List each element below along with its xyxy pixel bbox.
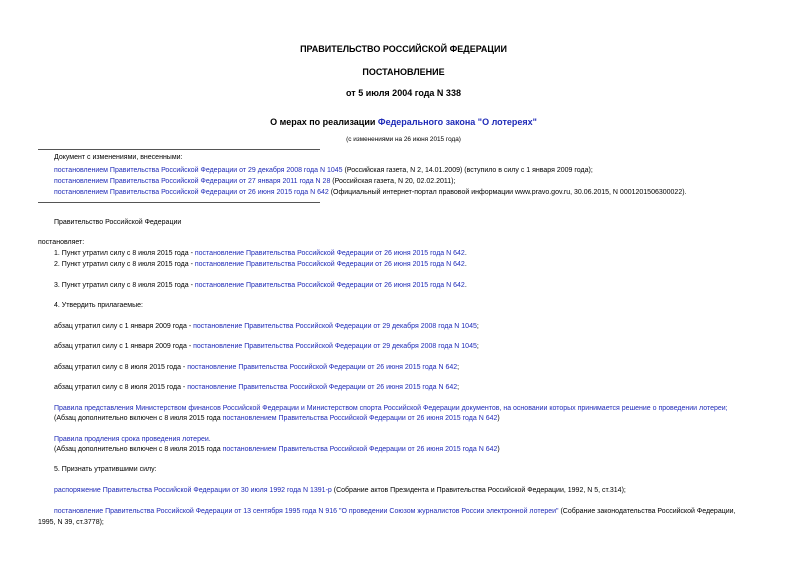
amendment-link[interactable]: постановлением Правительства Российской Федерации от 26 июня 2015 года N 642 [222, 446, 498, 453]
paragraph-5: 5. Признать утратившими силу: [54, 466, 157, 473]
repealed-decree-link[interactable]: постановление Правительства Российской Федерации от 13 сентября 1995 года N 916 "О проведении Союзом журналистов России электронной лотереи" [54, 508, 559, 515]
changes-item: постановлением Правительства Российской Федерации от 26 июня 2015 года N 642 (Официальный интернет-портал правовой информации www.pravo.gov.ru, 30.06.2015, N 0001201506300022). [54, 189, 687, 196]
abstract-4: абзац утратил силу с 8 июля 2015 года - постановление Правительства Российской Федерации от 26 июня 2015 года N 642; [54, 384, 460, 391]
repeal-link[interactable]: постановление Правительства Российской Федерации от 29 декабря 2008 года N 1045 [193, 323, 477, 330]
repealed-item: распоряжение Правительства Российской Федерации от 30 июля 1992 года N 1391-р (Собрание актов Президента и Правительства Российской Федерации, 1992, N 5, ст.314); [54, 487, 626, 494]
amendment-link-2008[interactable]: постановлением Правительства Российской Федерации от 29 декабря 2008 года N 1045 [54, 167, 343, 174]
decrees-line: постановляет: [38, 239, 85, 246]
repeal-link[interactable]: постановление Правительства Российской Федерации от 26 июня 2015 года N 642 [187, 384, 458, 391]
repeal-link[interactable]: постановление Правительства Российской Федерации от 26 июня 2015 года N 642 [194, 261, 465, 268]
org-heading: ПРАВИТЕЛЬСТВО РОССИЙСКОЙ ФЕДЕРАЦИИ [300, 44, 507, 54]
title-prefix: О мерах по реализации [270, 117, 378, 127]
lottery-rules-item [54, 404, 728, 413]
federal-law-link[interactable]: Федерального закона "О лотереях" [377, 117, 537, 127]
changes-intro: Документ с изменениями, внесенными: [54, 154, 183, 161]
divider-top [38, 149, 320, 150]
amendment-link[interactable]: постановлением Правительства Российской Федерации от 26 июня 2015 года N 642 [222, 415, 498, 422]
doc-type-heading: ПОСТАНОВЛЕНИЕ [362, 67, 445, 77]
abstract-1: абзац утратил силу с 1 января 2009 года - постановление Правительства Российской Федерации от 29 декабря 2008 года N 1045; [54, 323, 479, 330]
amendment-link-2011[interactable]: постановлением Правительства Российской Федерации от 27 января 2011 года N 28 [54, 178, 331, 185]
document-title [0, 117, 807, 127]
extension-rules-note: (Абзац дополнительно включен с 8 июля 2015 года постановлением Правительства Российской Федерации от 26 июня 2015 года N 642) [54, 446, 500, 453]
date-line: от 5 июля 2004 года N 338 [346, 88, 461, 98]
repeal-link[interactable]: постановление Правительства Российской Федерации от 26 июня 2015 года N 642 [194, 250, 465, 257]
repeal-link[interactable]: постановление Правительства Российской Федерации от 29 декабря 2008 года N 1045 [193, 343, 477, 350]
lottery-rules-link[interactable]: Правила представления Министерством финансов Российской Федерации и Министерством спорта Российской Федерации документов, на основании которых принимается решение о проведении лотереи; [54, 405, 728, 412]
repeal-link[interactable]: постановление Правительства Российской Федерации от 26 июня 2015 года N 642 [187, 364, 458, 371]
revision-note: (с изменениями на 26 июня 2015 года) [346, 136, 461, 143]
amendment-link-2015[interactable]: постановлением Правительства Российской Федерации от 26 июня 2015 года N 642 [54, 189, 329, 196]
repealed-item: постановление Правительства Российской Федерации от 13 сентября 1995 года N 916 "О проведении Союзом журналистов России электронной лотереи" (Собрание законодательства Российской Федерации, [54, 508, 736, 515]
repeal-link[interactable]: постановление Правительства Российской Федерации от 26 июня 2015 года N 642 [194, 282, 465, 289]
paragraph-1: 1. Пункт утратил силу с 8 июля 2015 года - постановление Правительства Российской Федерации от 26 июня 2015 года N 642. [54, 250, 467, 257]
government-line: Правительство Российской Федерации [54, 219, 182, 226]
lottery-rules-note: (Абзац дополнительно включен с 8 июля 2015 года постановлением Правительства Российской Федерации от 26 июня 2015 года N 642) [54, 415, 500, 422]
abstract-3: абзац утратил силу с 8 июля 2015 года - постановление Правительства Российской Федерации от 26 июня 2015 года N 642; [54, 364, 460, 371]
repealed-item-continued: 1995, N 39, ст.3778); [38, 519, 104, 526]
paragraph-4: 4. Утвердить прилагаемые: [54, 302, 143, 309]
divider-bottom [38, 202, 320, 203]
changes-item: постановлением Правительства Российской Федерации от 29 декабря 2008 года N 1045 (Российская газета, N 2, 14.01.2009) (вступило в силу с 1 января 2009 года); [54, 167, 593, 174]
extension-rules-link[interactable]: Правила продления срока проведения лотереи. [54, 436, 211, 443]
changes-item: постановлением Правительства Российской Федерации от 27 января 2011 года N 28 (Российская газета, N 20, 02.02.2011); [54, 178, 456, 185]
repealed-order-link[interactable]: распоряжение Правительства Российской Федерации от 30 июля 1992 года N 1391-р [54, 487, 332, 494]
paragraph-3: 3. Пункт утратил силу с 8 июля 2015 года - постановление Правительства Российской Федерации от 26 июня 2015 года N 642. [54, 282, 467, 289]
paragraph-2: 2. Пункт утратил силу с 8 июля 2015 года - постановление Правительства Российской Федерации от 26 июня 2015 года N 642. [54, 261, 467, 268]
extension-rules-item [54, 435, 211, 444]
abstract-2: абзац утратил силу с 1 января 2009 года - постановление Правительства Российской Федерации от 29 декабря 2008 года N 1045; [54, 343, 479, 350]
